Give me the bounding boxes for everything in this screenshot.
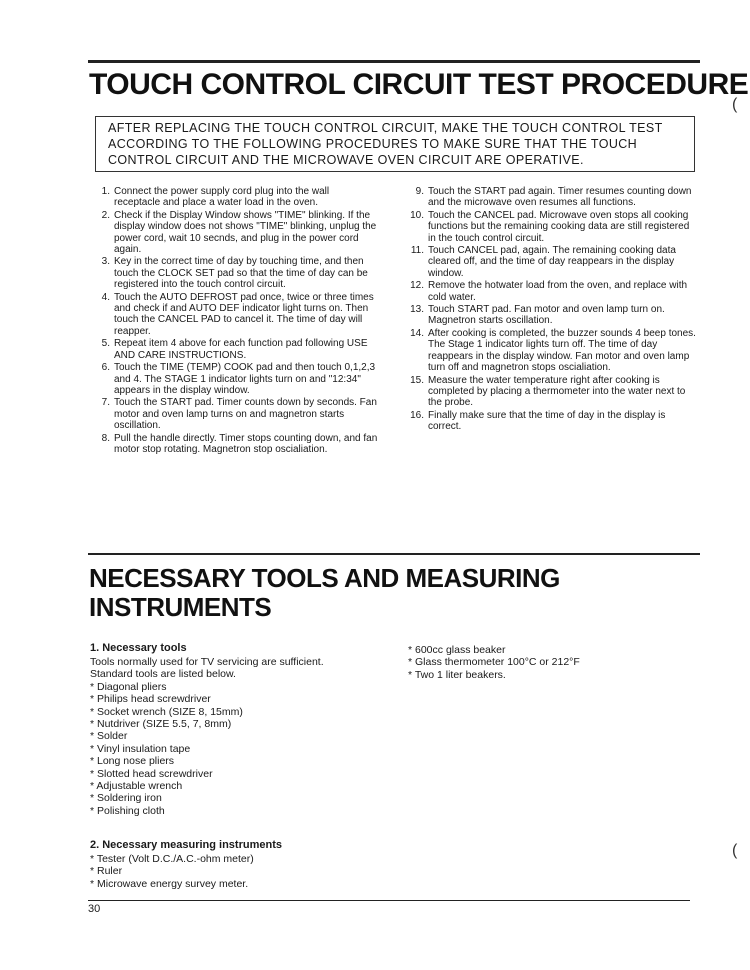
tool-list-item: * Slotted head screwdriver	[90, 767, 213, 780]
procedure-step	[94, 397, 378, 431]
supply-list-item: * Glass thermometer 100°C or 212°F	[408, 656, 580, 669]
tool-list-item: * Vinyl insulation tape	[90, 742, 191, 755]
step-number: 7.	[101, 397, 110, 409]
margin-bracket-mark-lower: (	[732, 842, 738, 859]
tools-section-title	[89, 564, 560, 622]
step-text: Pull the handle directly. Timer stops counting down, and fan motor stop rotating. Magnetron stop oscialiation.	[114, 432, 378, 455]
step-text: Remove the hotwater load from the oven, and replace with cold water.	[428, 280, 688, 303]
procedure-step	[94, 210, 378, 256]
tools-title-line2: INSTRUMENTS	[89, 592, 272, 622]
step-text: Touch the TIME (TEMP) COOK pad and then touch 0,1,2,3 and 4. The STAGE 1 indicator lights turn on and "12:34" appears in the display window.	[114, 362, 376, 396]
notice-text: AFTER REPLACING THE TOUCH CONTROL CIRCUIT, MAKE THE TOUCH CONTROL TEST ACCORDING TO THE FOLLOWING PROCEDURES TO MAKE SURE THAT THE TOUCH CONTROL CIRCUIT AND THE MICROWAVE OVEN CIRCUIT ARE OPERATIVE.	[108, 121, 663, 167]
supply-list-item: * 600cc glass beaker	[408, 644, 506, 656]
step-number: 16.	[410, 409, 424, 421]
procedure-step	[408, 328, 698, 374]
step-text: Connect the power supply cord plug into the wall receptacle and place a water load in the oven.	[114, 186, 330, 209]
procedure-step	[94, 338, 378, 361]
step-number: 9.	[415, 186, 424, 197]
tool-list-item: Tools normally used for TV servicing are sufficient.	[90, 656, 324, 668]
procedure-steps-right	[408, 186, 698, 434]
step-number: 6.	[101, 362, 110, 374]
procedure-step	[94, 292, 378, 338]
measuring-instruments-list	[90, 853, 254, 890]
step-number: 12.	[410, 280, 424, 292]
instrument-list-item: * Microwave energy survey meter.	[90, 877, 249, 890]
step-text: Repeat item 4 above for each function pad following USE AND CARE INSTRUCTIONS.	[114, 338, 368, 361]
step-number: 13.	[410, 304, 424, 316]
procedure-step	[94, 256, 378, 290]
step-number: 3.	[101, 256, 110, 268]
step-number: 5.	[101, 338, 110, 350]
page-number: 30	[88, 903, 101, 915]
tool-list-item: * Solder	[90, 730, 128, 743]
step-number: 11.	[410, 245, 424, 257]
step-text: Key in the correct time of day by touching time, and then touch the CLOCK SET pad so that the time of day can be registered into the touch control circuit.	[114, 256, 368, 291]
step-text: Finally make sure that the time of day in the display is correct.	[428, 409, 666, 433]
instrument-list-item: * Ruler	[90, 865, 123, 878]
margin-bracket-mark: (	[732, 96, 738, 113]
procedure-step	[94, 433, 378, 456]
bottom-rule	[88, 900, 690, 901]
procedure-step	[408, 210, 698, 244]
procedure-step	[408, 304, 698, 327]
supply-list-item: * Two 1 liter beakers.	[408, 668, 506, 681]
tool-list-item: * Polishing cloth	[90, 804, 165, 817]
instrument-list-item: * Tester (Volt D.C./A.C.-ohm meter)	[90, 853, 254, 865]
procedure-step	[408, 410, 698, 433]
procedure-step	[94, 186, 378, 209]
procedure-step	[408, 186, 698, 209]
procedure-steps-left	[94, 186, 378, 456]
tool-list-item: * Adjustable wrench	[90, 780, 183, 793]
tool-list-item: * Soldering iron	[90, 792, 162, 805]
measuring-supplies-list	[408, 644, 580, 681]
procedure-step	[408, 245, 698, 279]
step-number: 8.	[101, 432, 110, 444]
tool-list-item: * Nutdriver (SIZE 5.5, 7, 8mm)	[90, 718, 232, 731]
step-text: Touch the START pad. Timer counts down by seconds. Fan motor and oven lamp turns on and magnetron starts oscillation.	[114, 397, 377, 432]
top-rule	[88, 60, 700, 63]
tool-list-item: * Socket wrench (SIZE 8, 15mm)	[90, 705, 243, 718]
measuring-instruments-heading: 2. Necessary measuring instruments	[90, 839, 282, 851]
step-number: 1.	[101, 186, 110, 197]
step-number: 10.	[410, 209, 424, 221]
tool-list-item: Standard tools are listed below.	[90, 668, 236, 681]
step-number: 15.	[410, 374, 424, 386]
tools-title-line1: NECESSARY TOOLS AND MEASURING	[89, 563, 560, 593]
step-text: Touch the AUTO DEFROST pad once, twice or three times and check if and AUTO DEF indicator light turns on. Then touch the CANCEL PAD to cancel it. The time of day will reapper.	[114, 291, 374, 337]
step-text: Touch the CANCEL pad. Microwave oven stops all cooking functions but the remaining cooking data are still registered in the touch control circuit.	[428, 209, 690, 244]
notice-box	[95, 116, 695, 172]
procedure-step	[94, 362, 378, 396]
step-text: Measure the water temperature right after cooking is completed by placing a thermometer into the water next to the probe.	[428, 374, 686, 409]
step-text: Check if the Display Window shows "TIME" blinking. If the display window does not shows "TIME" blinking, unplug the power cord, wait 10 secnds, and plug in the power cord again.	[114, 209, 377, 256]
step-text: Touch START pad. Fan motor and oven lamp turn on. Magnetron starts oscillation.	[428, 304, 665, 327]
step-text: Touch the START pad again. Timer resumes counting down and the microwave oven resumes all functions.	[428, 186, 692, 209]
step-text: Touch CANCEL pad, again. The remaining cooking data cleared off, and the time of day reappears in the display window.	[428, 245, 676, 279]
procedure-step	[408, 375, 698, 409]
procedure-step	[408, 280, 698, 303]
step-number: 4.	[101, 291, 110, 303]
step-number: 14.	[410, 327, 424, 339]
section-divider-rule	[88, 553, 700, 555]
step-text: After cooking is completed, the buzzer sounds 4 beep tones. The Stage 1 indicator lights turn off. The time of day reappears in the display window. Fan motor and oven lamp turn off and magnetron stops oscialiation.	[428, 327, 696, 374]
step-number: 2.	[101, 209, 110, 221]
tool-list-item: * Long nose pliers	[90, 755, 175, 768]
tool-list-item: * Philips head screwdriver	[90, 693, 211, 706]
test-procedure-title: TOUCH CONTROL CIRCUIT TEST PROCEDURE	[89, 68, 749, 101]
tool-list-item: * Diagonal pliers	[90, 680, 167, 693]
necessary-tools-list	[90, 656, 324, 817]
necessary-tools-heading: 1. Necessary tools	[90, 642, 187, 654]
